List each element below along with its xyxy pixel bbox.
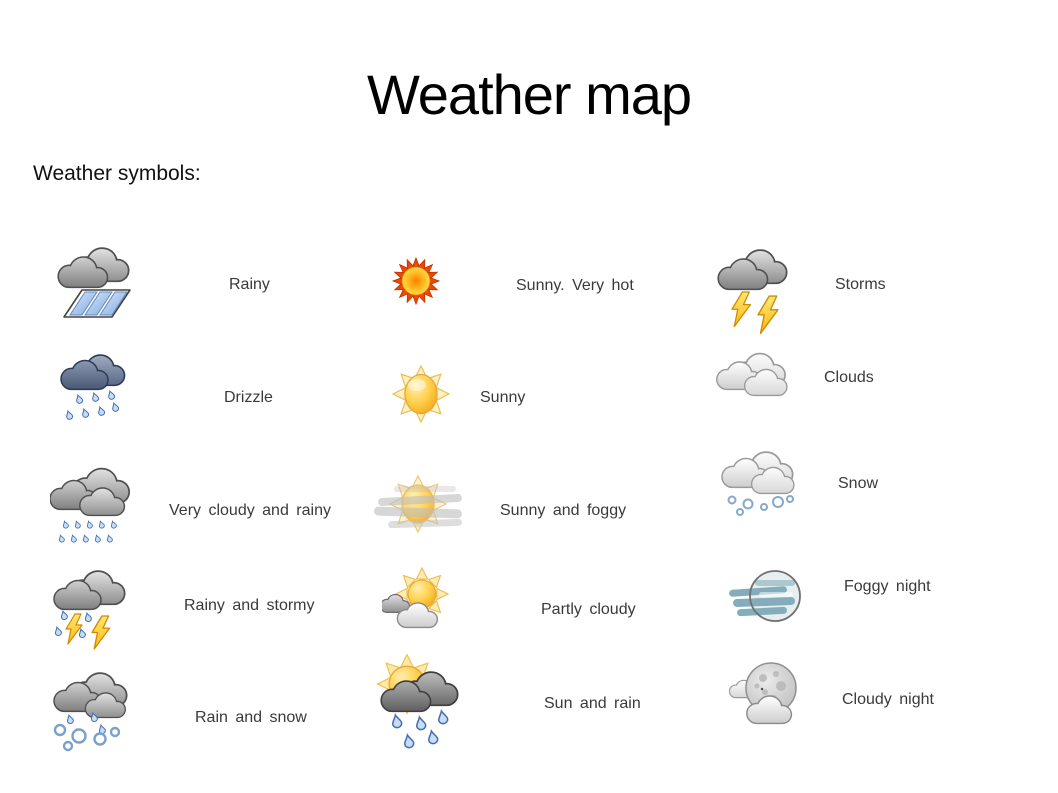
symbol-foggy-night	[729, 564, 809, 632]
symbol-label-sunny-and-foggy: Sunny and foggy	[500, 502, 627, 519]
symbol-cloudy-night	[729, 658, 809, 740]
snow-rings	[55, 725, 119, 750]
symbol-clouds	[715, 352, 797, 412]
sun-core	[402, 267, 430, 295]
sunny-very-hot-icon	[390, 254, 442, 308]
symbol-label-foggy-night: Foggy night	[844, 578, 931, 595]
rain-and-snow-icon	[52, 670, 138, 758]
partly-cloudy-icon	[382, 564, 454, 650]
sun-and-rain-icon	[375, 654, 467, 764]
symbol-sunny-very-hot	[390, 254, 442, 308]
symbol-label-rain-and-snow: Rain and snow	[195, 709, 307, 726]
symbol-label-sun-and-rain: Sun and rain	[544, 695, 641, 712]
symbol-sun-and-rain	[375, 654, 467, 764]
symbol-label-very-cloudy-and-rainy: Very cloudy and rainy	[169, 502, 331, 519]
symbol-rainy-and-stormy	[52, 568, 134, 654]
symbol-label-drizzle: Drizzle	[224, 389, 273, 406]
lightning-bolts	[732, 292, 778, 334]
drizzle-icon	[57, 352, 133, 438]
symbol-rainy	[56, 244, 134, 324]
snow-icon	[720, 450, 806, 520]
symbol-partly-cloudy	[382, 564, 454, 650]
rain-drops	[58, 520, 117, 542]
symbol-drizzle	[57, 352, 133, 438]
snow-dots	[729, 496, 794, 515]
foggy-night-icon	[729, 564, 809, 632]
symbol-label-rainy-and-stormy: Rainy and stormy	[184, 597, 315, 614]
sunny-and-foggy-icon	[374, 466, 470, 552]
fog-streaks	[729, 580, 795, 616]
symbol-storms	[716, 246, 794, 338]
cloudy-night-icon	[729, 658, 809, 740]
rainy-icon	[56, 244, 134, 324]
sunny-icon	[392, 356, 450, 432]
symbol-sunny-and-foggy	[374, 466, 470, 552]
symbol-very-cloudy-and-rainy	[50, 466, 138, 558]
symbol-rain-and-snow	[52, 670, 138, 758]
symbol-label-sunny: Sunny	[480, 389, 526, 406]
symbol-label-sunny-very-hot: Sunny. Very hot	[516, 277, 634, 294]
drizzle-drops	[65, 390, 119, 420]
symbol-label-rainy: Rainy	[229, 276, 270, 293]
symbol-label-storms: Storms	[835, 276, 886, 293]
rain-drops	[391, 710, 448, 748]
slide-subtitle: Weather symbols:	[33, 162, 201, 185]
symbol-label-partly-cloudy: Partly cloudy	[541, 601, 636, 618]
symbol-sunny	[392, 356, 450, 432]
rain-sheet	[64, 290, 130, 317]
symbol-label-clouds: Clouds	[824, 369, 874, 386]
rainy-and-stormy-icon	[52, 568, 134, 654]
symbol-label-snow: Snow	[838, 475, 879, 492]
slide-title: Weather map	[366, 63, 692, 126]
storms-icon	[716, 246, 794, 338]
symbol-snow	[720, 450, 806, 520]
clouds-icon	[715, 352, 797, 412]
symbol-label-cloudy-night: Cloudy night	[842, 691, 934, 708]
very-cloudy-and-rainy-icon	[50, 466, 138, 558]
